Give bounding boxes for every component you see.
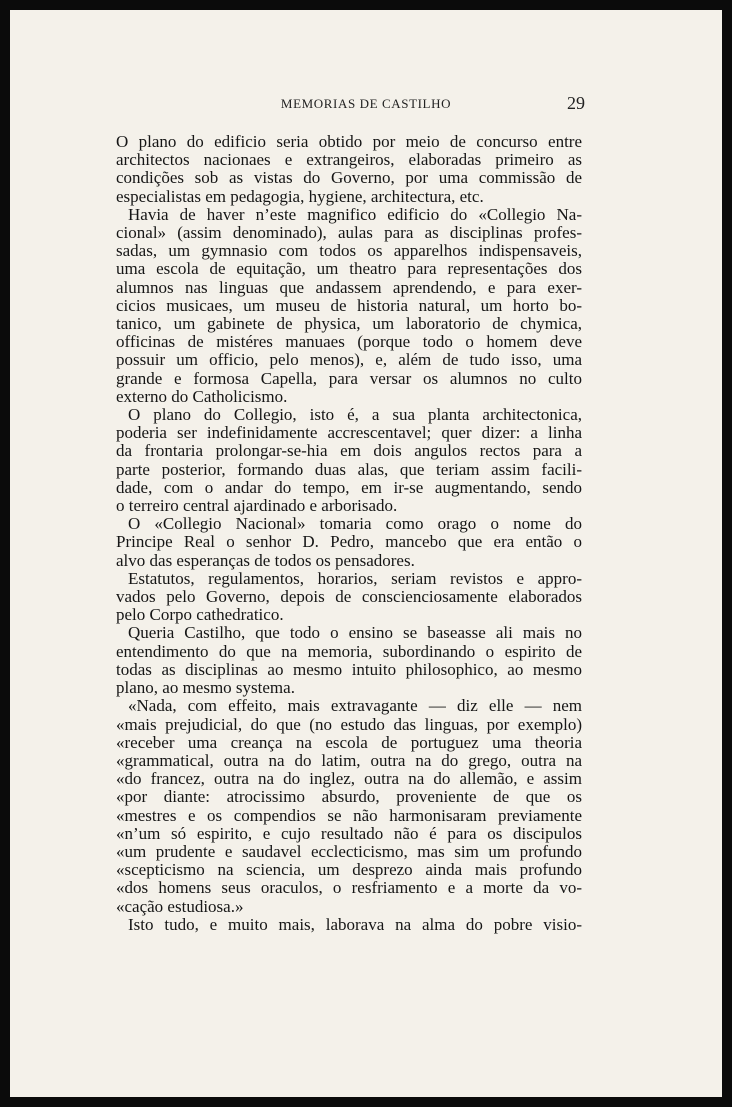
text-line: entendimento do que na memoria, subordinando o espirito de (116, 641, 582, 661)
text-line: «receber uma creança na escola de portuguez uma theoria (116, 732, 582, 752)
text-line: condições sob as vistas do Governo, por uma commissão de (116, 168, 582, 188)
text-line: grande e formosa Capella, para versar os alumnos no culto (116, 368, 582, 388)
text-line: parte posterior, formando duas alas, que teriam assim facili- (116, 459, 582, 479)
text-line: plano, ao mesmo systema. (116, 678, 295, 698)
body-text (116, 133, 582, 934)
text-line: alvo das esperanças de todos os pensadores. (116, 550, 415, 570)
text-line: todas as disciplinas ao mesmo intuito philosophico, ao mesmo (116, 659, 582, 679)
text-line: Principe Real o senhor D. Pedro, mancebo que era então o (116, 532, 582, 552)
text-line: architectos nacionaes e extrangeiros, elaboradas primeiro as (116, 150, 582, 170)
text-line: Estatutos, regulamentos, horarios, seriam revistos e appro- (128, 568, 582, 588)
text-line: O «Collegio Nacional» tomaria como orago o nome do (128, 514, 582, 534)
text-line: sadas, um gymnasio com todos os apparelhos indispensaveis, (116, 241, 582, 261)
text-line: alumnos nas linguas que andassem aprendendo, e para exer- (116, 277, 582, 297)
text-line: «por diante: atrocissimo absurdo, proveniente de que os (116, 787, 582, 807)
text-line: Havia de haver n’este magnifico edificio do «Collegio Na- (128, 204, 582, 224)
text-line: «um prudente e saudavel ecclecticismo, mas sim um profundo (116, 841, 582, 861)
text-line: «n’um só espirito, e cujo resultado não é para os discipulos (116, 823, 582, 843)
text-line: O plano do Collegio, isto é, a sua planta architectonica, (128, 405, 582, 425)
text-line: vados pelo Governo, depois de conscienciosamente elaborados (116, 587, 582, 607)
text-line: tanico, um gabinete de physica, um laboratorio de chymica, (116, 314, 582, 334)
page-number: 29 (567, 93, 585, 113)
running-title: MEMORIAS DE CASTILHO (280, 96, 452, 111)
text-line: «do francez, outra na do inglez, outra na do allemão, e assim (116, 769, 582, 789)
text-line: «grammatical, outra na do latim, outra na do grego, outra na (116, 750, 582, 770)
text-line: «mestres e os compendios se não harmonisaram previamente (116, 805, 582, 825)
text-line: O plano do edificio seria obtido por meio de concurso entre (116, 132, 582, 151)
text-line: «dos homens seus oraculos, o resfriamento e a morte da vo- (116, 878, 582, 898)
text-line: officinas de mistéres manuaes (porque todo o homem deve (116, 332, 582, 352)
text-line: externo do Catholicismo. (116, 386, 288, 406)
book-page (10, 10, 722, 1097)
text-line: especialistas em pedagogia, hygiene, architectura, etc. (116, 186, 484, 206)
text-line: dade, com o andar do tempo, em ir-se augmentando, sendo (116, 477, 582, 497)
text-line: uma escola de equitação, um theatro para representações dos (116, 259, 582, 279)
text-line: «scepticismo na sciencia, um desprezo ainda mais profundo (116, 860, 582, 880)
text-line: «Nada, com effeito, mais extravagante — diz elle — nem (128, 696, 582, 716)
text-line: cional» (assim denominado), aulas para as disciplinas profes- (116, 223, 582, 243)
text-line: «cação estudiosa.» (116, 896, 244, 916)
text-line: «mais prejudicial, do que (no estudo das linguas, por exemplo) (116, 714, 582, 734)
text-line: Isto tudo, e muito mais, laborava na alma do pobre visio- (128, 914, 582, 934)
text-line: pelo Corpo cathedratico. (116, 605, 284, 625)
text-line: o terreiro central ajardinado e arborisado. (116, 496, 398, 516)
text-line: possuir um officio, pelo menos), e, além de tudo isso, uma (116, 350, 582, 370)
page-header (10, 93, 722, 116)
text-line: Queria Castilho, que todo o ensino se baseasse ali mais no (128, 623, 582, 643)
text-line: da frontaria prolongar-se-hia em dois angulos rectos para a (116, 441, 582, 461)
text-line: poderia ser indefinidamente accrescentavel; quer dizer: a linha (116, 423, 582, 443)
text-line: cicios musicaes, um museu de historia natural, um horto bo- (116, 295, 582, 315)
